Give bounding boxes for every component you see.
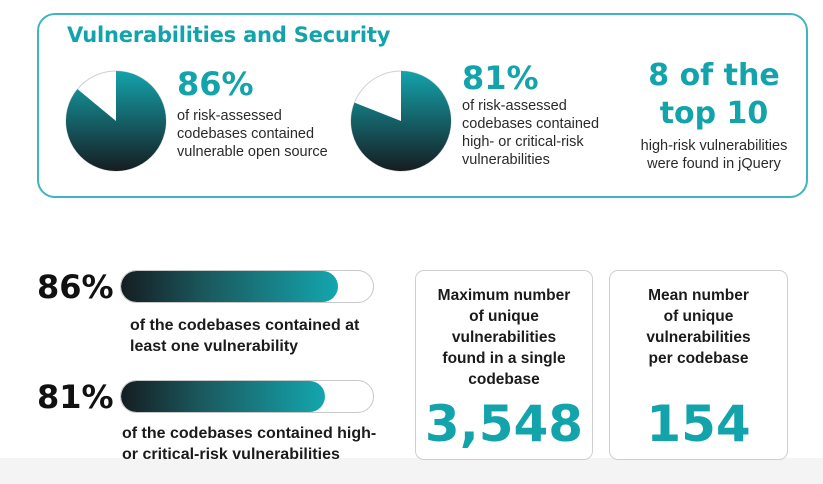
bar-percent: 81% [37,378,114,416]
progress-bar [120,270,374,303]
stat-description: of risk-assessed codebases contained vulnerable open source [177,108,328,160]
max-vulnerabilities-card [415,270,593,460]
stat-value: 81% [462,59,539,97]
pie-chart-86 [65,70,167,172]
bar-description: of the codebases contained at least one vulnerability [130,317,360,355]
progress-bar-fill [121,271,338,302]
stat-value: 86% [177,65,254,103]
section-title: Vulnerabilities and Security [67,23,391,47]
pie-chart-81 [350,70,452,172]
jquery-stat-description: high-risk vulnerabilities were found in jQuery [640,138,788,172]
card-value: 154 [646,395,751,453]
progress-bar-fill [121,381,325,412]
jquery-stat-value: 8 of the top 10 [648,58,780,131]
card-label: Mean number of unique vulnerabilities per codebase [646,287,751,367]
stat-description: of risk-assessed codebases contained high- or critical-risk vulnerabilities [462,98,600,168]
card-label: Maximum number of unique vulnerabilities found in a single codebase [437,287,571,388]
card-value: 3,548 [424,395,584,453]
bar-percent: 86% [37,268,114,306]
jquery-stat [629,57,799,173]
bar-description: of the codebases contained high- or critical-risk vulnerabilities [122,425,377,463]
progress-bar [120,380,374,413]
mean-vulnerabilities-card [609,270,788,460]
security-panel [37,13,808,198]
